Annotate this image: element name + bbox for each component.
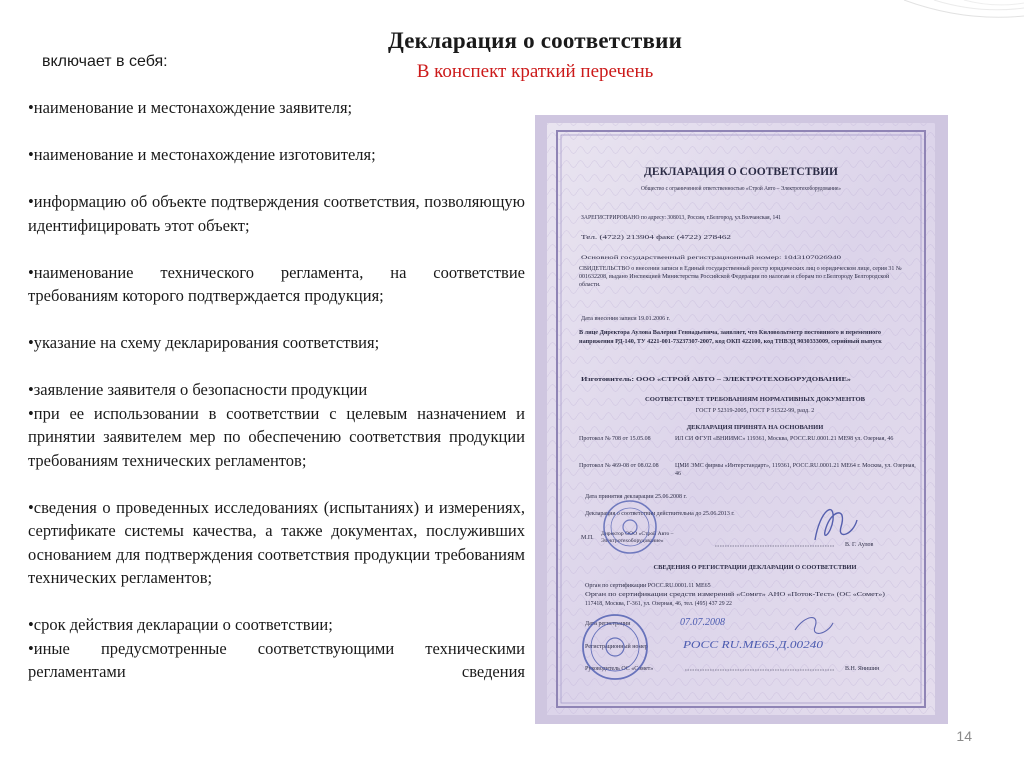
certificate-organ-3: 117418, Москва, Г-361, ул. Озерная, 46, тел. (495) 437 29 22 xyxy=(585,601,732,607)
certificate-reg-num-label: Регистрационный номер xyxy=(585,644,648,650)
certificate-registered: ЗАРЕГИСТРИРОВАНО по адресу: 308013, Россия, г.Белгород, ул.Волчанская, 141 xyxy=(581,215,781,221)
declaration-certificate-image xyxy=(535,115,948,724)
certificate-conforms: СООТВЕТСТВУЕТ ТРЕБОВАНИЯМ НОРМАТИВНЫХ ДОКУМЕНТОВ xyxy=(644,396,866,403)
requirements-list xyxy=(28,96,525,684)
certificate-protocol-2: Протокол № 469-08 от 08.02.08 xyxy=(579,463,659,469)
certificate-ogrn: Основной государственный регистрационный номер: 1043107026940 xyxy=(581,255,746,261)
certificate-organ-2: Орган по сертификации средств измерений «Сомет» АНО «Поток-Тест» (ОС «Сомет») xyxy=(585,592,801,598)
certificate-mp: М.П. xyxy=(581,535,594,541)
list-item: •информацию об объекте подтверждения соответствия, позволяющую идентифицировать этот объект; xyxy=(28,192,525,235)
certificate-reg-num: РОСС RU.МЕ65.Д.00240 xyxy=(681,640,823,651)
certificate-heading: ДЕКЛАРАЦИЯ О СООТВЕТСТВИИ xyxy=(644,166,838,178)
certificate-date-accept: Дата принятия декларации 25.06.2008 г. xyxy=(585,494,687,500)
certificate-date-reg-label: Дата регистрации xyxy=(585,621,631,627)
certificate-director: Директор ООО «Строй Авто – Электротехоборудование» xyxy=(601,531,674,544)
list-item: •сведения о проведенных исследованиях (испытаниях) и измерениях, сертификате системы качества, а также документах, послуживших основанием для подтверждения соответствия продукции требованиям технических регламентов; xyxy=(28,497,525,587)
certificate-director-name: В. Г. Аулов xyxy=(845,542,874,548)
certificate-valid-until: Декларация о соответствии действительна до 25.06.2013 г. xyxy=(585,511,735,517)
certificate-gost: ГОСТ Р 52319-2005, ГОСТ Р 51522-99, разд. 2 xyxy=(695,408,815,414)
certificate-lab-2: ЦМИ ЭМС фирмы «Интерстандарт», 119361, РОСС.RU.0001.21 МЕ64 г. Москва, ул. Озерная, 46 xyxy=(675,463,916,477)
certificate-maker: Изготовитель: ООО «СТРОЙ АВТО – ЭЛЕКТРОТЕХОБОРУДОВАНИЕ» xyxy=(581,376,794,383)
certificate-date-entry: Дата внесения записи 19.01.2006 г. xyxy=(581,316,670,322)
list-item: •заявление заявителя о безопасности продукции xyxy=(28,380,368,399)
list-item: •указание на схему декларирования соответствия; xyxy=(28,333,380,352)
certificate-head-name: В.Н. Янишин xyxy=(845,666,880,672)
list-item: •наименование и местонахождение изготовителя; xyxy=(28,145,376,164)
page-number: 14 xyxy=(956,728,972,744)
certificate-head: Руководитель ОС «Сомет» xyxy=(585,666,654,672)
certificate-lab-1: ИЛ СИ ФГУП «ВНИИМС» 119361, Москва, РОСС.RU.0001.21 МЕ98 ул. Озерная, 46 xyxy=(675,436,894,442)
list-item: •срок действия декларации о соответствии; xyxy=(28,615,333,634)
corner-decoration xyxy=(884,0,1024,40)
list-item: •наименование и местонахождение заявителя; xyxy=(28,98,353,117)
intro-text: включает в себя: xyxy=(42,53,168,70)
certificate-person: В лице Директора Аулова Валерия Геннадьевича, заявляет, что Киловольтметр постоянного и переменного напряжения РД-140, ТУ 4221-001-73237307-2007, код ОКП 422100, код ТНВЭД 9030333009, серийный выпуск xyxy=(579,329,882,345)
page-subtitle: В конспект краткий перечень xyxy=(416,61,654,82)
certificate-svid: СВИДЕТЕЛЬСТВО о внесении записи в Единый государственный реестр юридических лиц о юридическом лице, серия 31 № 001632208, выдано Инспекцией Министерства Российской Федерации по налогам и сборам по г.Белгороду Белгородской области. xyxy=(579,266,902,288)
certificate-basis: ДЕКЛАРАЦИЯ ПРИНЯТА НА ОСНОВАНИИ xyxy=(686,424,824,431)
certificate-date-reg: 07.07.2008 xyxy=(680,617,725,628)
list-item: •наименование технического регламента, на соответствие требованиям которого подтверждается продукция; xyxy=(28,262,525,305)
page-title: Декларация о соответствии xyxy=(387,28,683,53)
certificate-reg-heading: СВЕДЕНИЯ О РЕГИСТРАЦИИ ДЕКЛАРАЦИИ О СООТВЕТСТВИИ xyxy=(653,564,857,571)
certificate-organ: Орган по сертификации РОСС.RU.0001.11 МЕ65 xyxy=(585,583,711,589)
list-item: •при ее использовании в соответствии с целевым назначением и принятии заявителем мер по обеспечению соответствия продукции требованиям технических регламентов; xyxy=(28,403,525,470)
list-item: •иные предусмотренные соответствующими техническими регламентами сведения xyxy=(28,638,525,681)
certificate-protocol-1: Протокол № 708 от 15.05.08 xyxy=(579,436,651,442)
certificate-org: Общество с ограниченной ответственностью «Строй Авто – Электротехоборудование» xyxy=(641,186,864,192)
certificate-phone: Тел. (4722) 213904 факс (4722) 278462 xyxy=(581,235,676,241)
